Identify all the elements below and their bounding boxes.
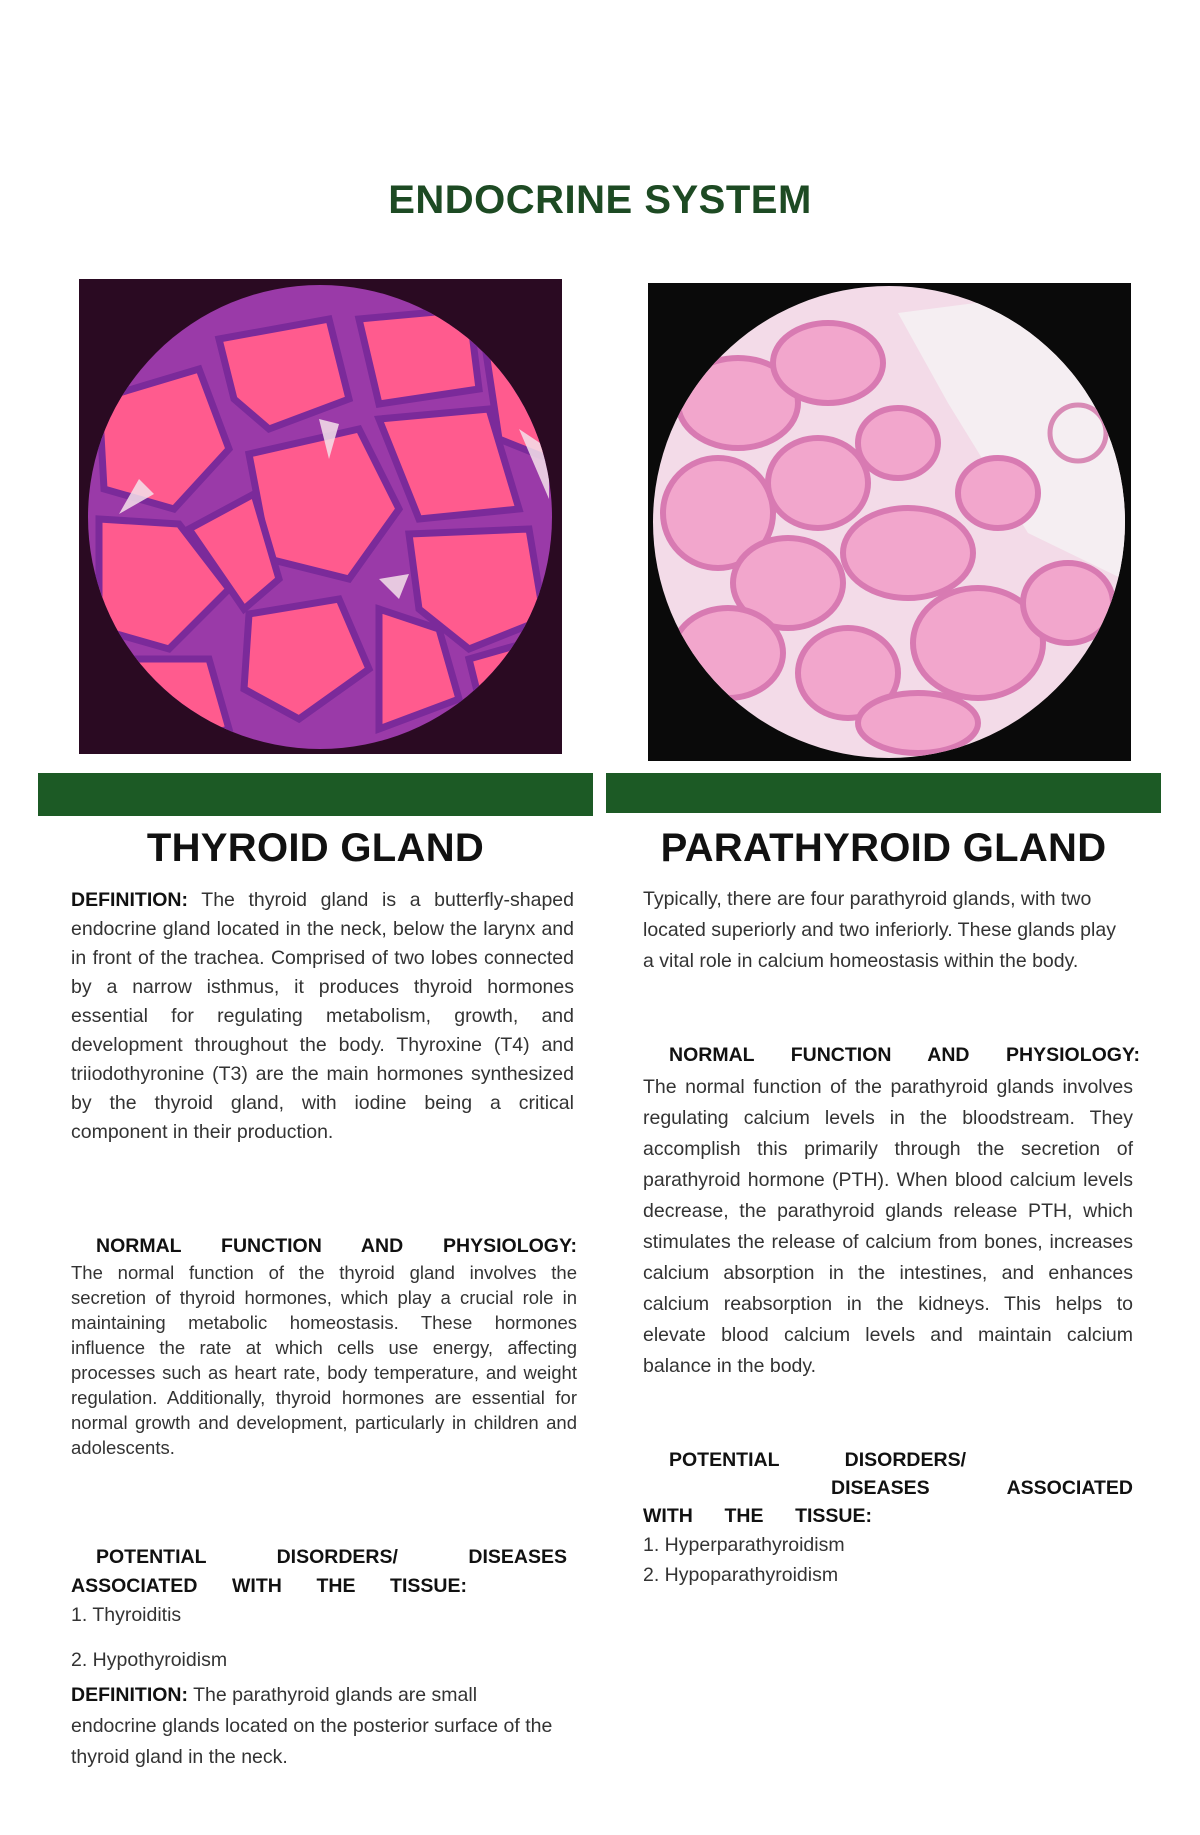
thyroid-micrograph-image [79, 279, 562, 754]
parathyroid-title: PARATHYROID GLAND [660, 826, 1107, 870]
thyroid-title: THYROID GLAND [146, 826, 485, 870]
parathyroid-micrograph-drawing [648, 283, 1131, 761]
left-green-banner [38, 773, 593, 816]
thyroid-definition-label: DEFINITION: [71, 889, 188, 911]
right-green-banner [606, 773, 1161, 813]
thyroid-function-heading: NORMAL FUNCTION AND PHYSIOLOGY: [96, 1235, 577, 1257]
thyroid-definition [71, 886, 574, 1147]
parathyroid-disorders-heading-line1: POTENTIAL DISORDERS/ [669, 1449, 966, 1471]
parathyroid-intro: Typically, there are four parathyroid glands, with two located superiorly and two inferiorly. These glands play a vital role in calcium homeostasis within the body. [643, 888, 1116, 972]
parathyroid-disorders-heading-line3: WITH THE TISSUE: [643, 1505, 872, 1527]
parathyroid-micrograph-image [648, 283, 1131, 761]
parathyroid-function-heading: NORMAL FUNCTION AND PHYSIOLOGY: [669, 1044, 1140, 1066]
parathyroid-disorders-heading-line2: DISEASES ASSOCIATED [831, 1477, 1133, 1499]
parathyroid-definition-text: The parathyroid glands are small endocrine glands located on the posterior surface of the thyroid gland in the neck. [71, 1684, 553, 1768]
parathyroid-function-text: The normal function of the parathyroid glands involves regulating calcium levels in the bloodstream. They accomplish this primarily through the secretion of parathyroid hormone (PTH). When blood calcium levels decrease, the parathyroid glands release PTH, which stimulates the release of calcium from bones, increases calcium absorption in the intestines, and enhances calcium reabsorption in the kidneys. This helps to elevate blood calcium levels and maintain calcium balance in the body. [643, 1076, 1133, 1377]
page-title: ENDOCRINE SYSTEM [388, 178, 812, 222]
thyroid-disorder-item: 1. Thyroiditis [71, 1604, 182, 1626]
parathyroid-disorder-item: 2. Hypoparathyroidism [643, 1564, 839, 1586]
parathyroid-definition [71, 1680, 557, 1773]
thyroid-disorder-item: 2. Hypothyroidism [71, 1649, 228, 1671]
thyroid-disorders-heading-line2: ASSOCIATED WITH THE TISSUE: [71, 1575, 467, 1597]
thyroid-disorders-heading-line1: POTENTIAL DISORDERS/ DISEASES [96, 1546, 567, 1568]
parathyroid-disorder-item: 1. Hyperparathyroidism [643, 1534, 845, 1556]
thyroid-micrograph-drawing [79, 279, 562, 754]
parathyroid-definition-label: DEFINITION: [71, 1684, 188, 1706]
thyroid-definition-text: The thyroid gland is a butterfly-shaped endocrine gland located in the neck, below the larynx and in front of the trachea. Comprised of two lobes connected by a narrow isthmus, it produces thyroid hormones essential for regulating metabolism, growth, and development throughout the body. Thyroxine (T4) and triiodothyronine (T3) are the main hormones synthesized by the thyroid gland, with iodine being a critical component in their production. [71, 889, 574, 1143]
thyroid-function-text: The normal function of the thyroid gland involves the secretion of thyroid hormones, which play a crucial role in maintaining metabolic homeostasis. These hormones influence the rate at which cells use energy, affecting processes such as heart rate, body temperature, and weight regulation. Additionally, thyroid hormones are essential for normal growth and development, particularly in children and adolescents. [71, 1262, 577, 1458]
